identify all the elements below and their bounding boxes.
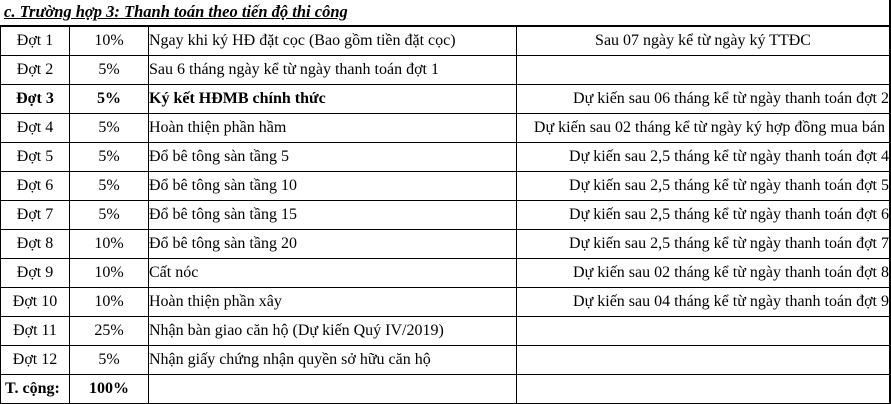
- section-title-row: [0, 0, 891, 26]
- table-row: [1, 143, 890, 172]
- percent-cell[interactable]: 10%: [70, 259, 149, 288]
- percent-cell[interactable]: 5%: [70, 85, 149, 114]
- milestone-cell[interactable]: Sau 6 tháng ngày kể từ ngày thanh toán đợt 1: [149, 56, 517, 85]
- table-row: [1, 201, 890, 230]
- table-row: [1, 27, 890, 56]
- table-row: [1, 230, 890, 259]
- installment-cell[interactable]: Đợt 3: [1, 85, 70, 114]
- percent-cell[interactable]: 10%: [70, 27, 149, 56]
- percent-cell[interactable]: 5%: [70, 143, 149, 172]
- installment-cell[interactable]: Đợt 4: [1, 114, 70, 143]
- milestone-cell[interactable]: Đổ bê tông sàn tầng 20: [149, 230, 517, 259]
- table-row: [1, 259, 890, 288]
- timing-cell[interactable]: [517, 317, 890, 346]
- total-row: [1, 375, 890, 404]
- percent-cell[interactable]: 25%: [70, 317, 149, 346]
- timing-cell[interactable]: Dự kiến sau 2,5 tháng kể từ ngày thanh toán đợt 6: [517, 201, 890, 230]
- percent-cell[interactable]: 5%: [70, 201, 149, 230]
- installment-cell[interactable]: Đợt 2: [1, 56, 70, 85]
- total-label-cell[interactable]: T. cộng:: [1, 375, 70, 404]
- milestone-cell[interactable]: Hoàn thiện phần xây: [149, 288, 517, 317]
- total-note-cell[interactable]: [517, 375, 890, 404]
- timing-cell[interactable]: Dự kiến sau 2,5 tháng kể từ ngày thanh toán đợt 4: [517, 143, 890, 172]
- installment-cell[interactable]: Đợt 8: [1, 230, 70, 259]
- timing-cell[interactable]: Dự kiến sau 02 tháng kể từ ngày ký hợp đồng mua bán: [517, 114, 890, 143]
- installment-cell[interactable]: Đợt 12: [1, 346, 70, 375]
- table-row: [1, 172, 890, 201]
- percent-cell[interactable]: 5%: [70, 56, 149, 85]
- milestone-cell[interactable]: Đổ bê tông sàn tầng 10: [149, 172, 517, 201]
- section-title: c. Trường hợp 3: Thanh toán theo tiến độ thi công: [4, 2, 348, 21]
- table-row: [1, 346, 890, 375]
- installment-cell[interactable]: Đợt 6: [1, 172, 70, 201]
- installment-cell[interactable]: Đợt 9: [1, 259, 70, 288]
- milestone-cell[interactable]: Nhận bàn giao căn hộ (Dự kiến Quý IV/2019): [149, 317, 517, 346]
- percent-cell[interactable]: 5%: [70, 114, 149, 143]
- timing-cell[interactable]: Dự kiến sau 2,5 tháng kể từ ngày thanh toán đợt 5: [517, 172, 890, 201]
- milestone-cell[interactable]: Đổ bê tông sàn tầng 5: [149, 143, 517, 172]
- milestone-cell[interactable]: Nhận giấy chứng nhận quyền sở hữu căn hộ: [149, 346, 517, 375]
- timing-cell[interactable]: Dự kiến sau 06 tháng kể từ ngày thanh toán đợt 2: [517, 85, 890, 114]
- table-row: [1, 85, 890, 114]
- installment-cell[interactable]: Đợt 11: [1, 317, 70, 346]
- milestone-cell[interactable]: Đổ bê tông sàn tầng 15: [149, 201, 517, 230]
- table-row: [1, 317, 890, 346]
- total-desc-cell[interactable]: [149, 375, 517, 404]
- milestone-cell[interactable]: Cất nóc: [149, 259, 517, 288]
- total-percent-cell[interactable]: 100%: [70, 375, 149, 404]
- table-row: [1, 114, 890, 143]
- timing-cell[interactable]: [517, 56, 890, 85]
- timing-cell[interactable]: Dự kiến sau 02 tháng kể từ ngày thanh toán đợt 8: [517, 259, 890, 288]
- milestone-cell[interactable]: Ký kết HĐMB chính thức: [149, 85, 517, 114]
- timing-cell[interactable]: [517, 346, 890, 375]
- table-row: [1, 288, 890, 317]
- percent-cell[interactable]: 10%: [70, 288, 149, 317]
- installment-cell[interactable]: Đợt 1: [1, 27, 70, 56]
- milestone-cell[interactable]: Hoàn thiện phần hầm: [149, 114, 517, 143]
- percent-cell[interactable]: 10%: [70, 230, 149, 259]
- installment-cell[interactable]: Đợt 5: [1, 143, 70, 172]
- installment-cell[interactable]: Đợt 10: [1, 288, 70, 317]
- percent-cell[interactable]: 5%: [70, 346, 149, 375]
- milestone-cell[interactable]: Ngay khi ký HĐ đặt cọc (Bao gồm tiền đặt cọc): [149, 27, 517, 56]
- timing-cell[interactable]: Dự kiến sau 04 tháng kể từ ngày thanh toán đợt 9: [517, 288, 890, 317]
- installment-cell[interactable]: Đợt 7: [1, 201, 70, 230]
- payment-schedule-table: [0, 26, 890, 404]
- timing-cell[interactable]: Sau 07 ngày kể từ ngày ký TTĐC: [517, 27, 890, 56]
- table-row: [1, 56, 890, 85]
- percent-cell[interactable]: 5%: [70, 172, 149, 201]
- timing-cell[interactable]: Dự kiến sau 2,5 tháng kể từ ngày thanh toán đợt 7: [517, 230, 890, 259]
